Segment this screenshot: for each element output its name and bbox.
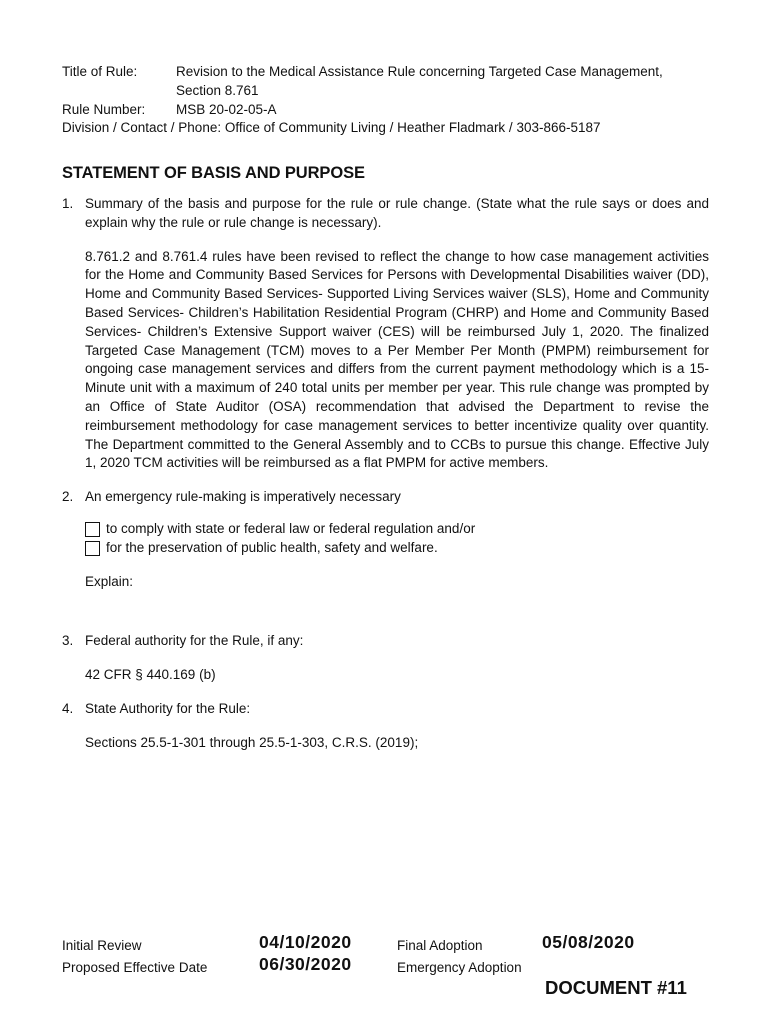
item-answer: 42 CFR § 440.169 (b) (85, 667, 216, 683)
rule-header (62, 63, 709, 138)
title-of-rule-value: Revision to the Medical Assistance Rule concerning Targeted Case Management, Section 8.761 (176, 64, 663, 98)
item-prompt: Summary of the basis and purpose for the rule or rule change. (State what the rule says or does and explain why the rule or rule change is necessary). (85, 195, 709, 230)
item-federal-authority (62, 632, 709, 685)
item-summary (62, 195, 709, 473)
option-label: to comply with state or federal law or federal regulation and/or (106, 520, 476, 536)
item-prompt: State Authority for the Rule: (85, 700, 251, 716)
items-list (62, 195, 709, 753)
proposed-effective-date: 06/30/2020 (259, 954, 352, 974)
item-prompt: Federal authority for the Rule, if any: (85, 633, 304, 649)
checkbox[interactable] (85, 522, 100, 537)
option-public-health (85, 539, 709, 558)
explain-label: Explain: (85, 573, 134, 589)
title-of-rule-row (62, 63, 709, 101)
option-label: for the preservation of public health, safety and welfare. (106, 539, 438, 555)
item-number: 1. (62, 195, 74, 211)
final-adoption-date: 05/08/2020 (542, 932, 635, 952)
item-answer: 8.761.2 and 8.761.4 rules have been revised to reflect the change to how case management activities for the Home and Community Based Services for Persons with Developmental Disabilities waiver (DD), Home and Community Based Services- Supported Living Services waiver (SLS), Home and Community Based Services- Children’s Habilitation Residential Program (CHRP) and Home and Community Based Services- Children’s Extensive Support waiver (CES) will be reimbursed July 1, 2020. The finalized Targeted Case Management (TCM) moves to a Per Member Per Month (PMPM) reimbursement for ongoing case management services and differs from the current payment methodology which is a 15-Minute unit with a maximum of 240 total units per member per year. This rule change was prompted by an Office of State Auditor (OSA) recommendation that advised the Department to revise the reimbursement methodology for case management services to better incentivize quality over quantity. The Department committed to the General Assembly and to CCBs to pursue this change. Effective July 1, 2020 TCM activities will be reimbursed as a flat PMPM for active members. (85, 248, 709, 471)
rule-number-value: MSB 20-02-05-A (176, 101, 277, 117)
final-adoption-label: Final Adoption (397, 938, 483, 953)
checkbox[interactable] (85, 541, 100, 556)
division-contact-line: Division / Contact / Phone: Office of Community Living / Heather Fladmark / 303-866-5187 (62, 120, 601, 136)
rule-number-row (62, 101, 709, 120)
emergency-options (85, 520, 709, 558)
item-number: 3. (62, 633, 74, 649)
document-number: DOCUMENT #11 (545, 977, 687, 998)
rule-number-label: Rule Number: (62, 101, 146, 117)
initial-review-date: 04/10/2020 (259, 932, 352, 952)
title-of-rule-label: Title of Rule: (62, 64, 138, 79)
item-state-authority (62, 700, 709, 753)
item-prompt: An emergency rule-making is imperatively necessary (85, 489, 401, 505)
emergency-adoption-label: Emergency Adoption (397, 960, 522, 975)
option-comply-law (85, 520, 709, 539)
rule-document (62, 63, 709, 753)
section-heading: STATEMENT OF BASIS AND PURPOSE (62, 164, 365, 183)
initial-review-label: Initial Review (62, 938, 142, 953)
item-emergency (62, 488, 709, 591)
item-number: 2. (62, 489, 74, 505)
proposed-effective-label: Proposed Effective Date (62, 960, 208, 975)
item-number: 4. (62, 700, 74, 716)
item-answer: Sections 25.5-1-301 through 25.5-1-303, C.R.S. (2019); (85, 734, 419, 750)
